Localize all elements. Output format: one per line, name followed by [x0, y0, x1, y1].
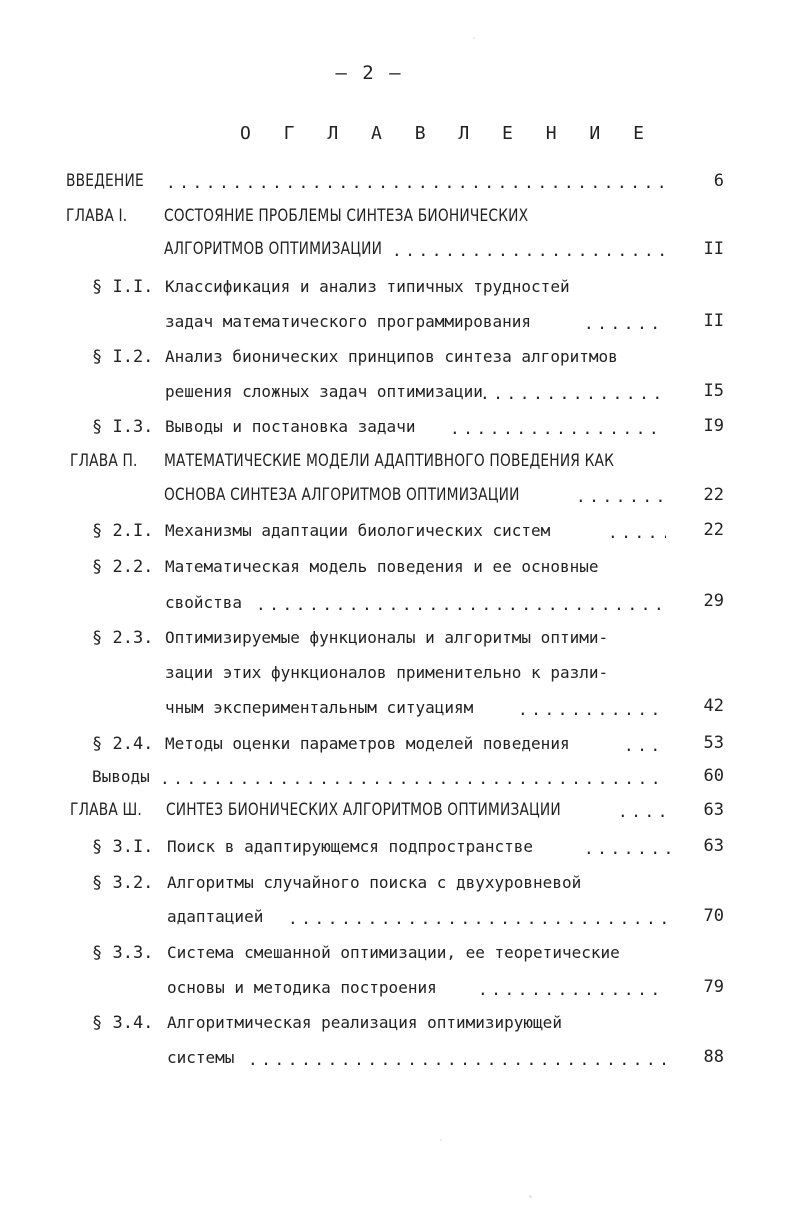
scan-speck: [473, 37, 475, 39]
page-ref: 22: [703, 485, 724, 505]
toc-entry-text: Методы оценки параметров моделей поведения: [165, 734, 570, 753]
page-ref: 29: [703, 591, 724, 611]
toc-title: О Г Л А В Л Е Н И Е: [240, 123, 655, 144]
leader-dots: [256, 594, 666, 616]
toc-entry-text: чным экспериментальным ситуациям: [165, 698, 474, 717]
leader-dots: [480, 383, 666, 405]
toc-entry-text: решения сложных задач оптимизации: [165, 382, 483, 401]
leader-dots: [618, 801, 666, 823]
toc-entry-text: Анализ бионических принципов синтеза алгоритмов: [165, 347, 618, 366]
toc-entry-text: Система смешанной оптимизации, ее теоретические: [167, 943, 620, 962]
page-ref: I5: [703, 381, 724, 401]
page-ref: I9: [703, 416, 724, 436]
leader-dots: [288, 908, 666, 930]
toc-entry-text: свойства: [165, 593, 243, 612]
leader-dots: [518, 699, 666, 721]
page-ref: 53: [703, 733, 724, 753]
leader-dots: [248, 1049, 666, 1071]
toc-entry-text: Поиск в адаптирующемся подпространстве: [167, 837, 534, 856]
section-number: § 2.3.: [92, 628, 154, 648]
page-ref: 70: [703, 906, 724, 926]
leader-dots: [608, 522, 666, 544]
toc-entry-text: Алгоритмы случайного поиска с двухуровневой: [167, 873, 582, 892]
toc-entry-text: Оптимизируемые функционалы и алгоритмы оптими-: [165, 628, 609, 647]
toc-entry-label: ВВЕДЕНИЕ: [66, 171, 144, 191]
section-number: § 3.I.: [92, 837, 154, 857]
section-number: § 2.I.: [92, 521, 154, 541]
toc-entry-text: АЛГОРИТМОВ ОПТИМИЗАЦИИ: [164, 239, 383, 259]
page-ref: II: [703, 311, 724, 331]
leader-dots: [624, 735, 666, 757]
page-ref: II: [703, 239, 724, 259]
toc-entry-text: зации этих функционалов применительно к разли-: [165, 663, 609, 682]
page-ref: 60: [703, 766, 724, 786]
leader-dots: [478, 979, 666, 1001]
toc-entry-text: задач математического программирования: [165, 312, 532, 331]
section-number: § 3.4.: [92, 1013, 154, 1033]
page-ref: 63: [703, 836, 724, 856]
page-ref: 42: [703, 696, 724, 716]
page-ref: 6: [713, 171, 724, 191]
leader-dots: [584, 838, 680, 860]
leader-dots: [160, 768, 666, 790]
toc-entry-text: МАТЕМАТИЧЕСКИЕ МОДЕЛИ АДАПТИВНОГО ПОВЕДЕНИЯ КАК: [164, 451, 615, 471]
page-ref: 63: [703, 800, 724, 820]
toc-entry-text: ОСНОВА СИНТЕЗА АЛГОРИТМОВ ОПТИМИЗАЦИИ: [164, 485, 520, 505]
toc-entry-text: Математическая модель поведения и ее основные: [165, 557, 599, 576]
toc-entry-text: Механизмы адаптации биологических систем: [165, 521, 551, 540]
chapter-label: ГЛАВА П.: [70, 451, 138, 471]
page-ref: 79: [703, 977, 724, 997]
toc-entry-text: адаптацией: [167, 907, 264, 926]
leader-dots: [584, 313, 666, 335]
scan-speck: [440, 1139, 442, 1141]
section-number: § I.3.: [92, 417, 154, 437]
section-number: § 2.4.: [92, 734, 154, 754]
section-number: § 3.2.: [92, 873, 154, 893]
toc-entry-text: основы и методика построения: [167, 978, 437, 997]
page-ref: 22: [703, 520, 724, 540]
toc-entry-text: Выводы и постановка задачи: [165, 417, 416, 436]
toc-entry-text: Классификация и анализ типичных трудностей: [165, 277, 570, 296]
scan-speck: [529, 1195, 532, 1198]
leader-dots: [392, 240, 666, 262]
toc-entry-text: СИНТЕЗ БИОНИЧЕСКИХ АЛГОРИТМОВ ОПТИМИЗАЦИИ: [166, 800, 561, 820]
chapter-label: ГЛАВА I.: [66, 206, 128, 226]
toc-entry-text: системы: [167, 1048, 235, 1067]
leader-dots: [450, 418, 666, 440]
toc-entry-text: СОСТОЯНИЕ ПРОБЛЕМЫ СИНТЕЗА БИОНИЧЕСКИХ: [164, 206, 529, 226]
page-number: – 2 –: [335, 62, 403, 84]
toc-entry-text: Алгоритмическая реализация оптимизирующей: [167, 1013, 562, 1032]
section-number: § 2.2.: [92, 557, 154, 577]
page-ref: 88: [703, 1047, 724, 1067]
section-number: § I.I.: [92, 277, 154, 297]
section-number: § 3.3.: [92, 943, 154, 963]
section-number: § I.2.: [92, 347, 154, 367]
leader-dots: [576, 486, 666, 508]
chapter-label: ГЛАВА Ш.: [70, 800, 142, 820]
toc-entry-label: Выводы: [92, 767, 150, 786]
leader-dots: [166, 172, 666, 194]
